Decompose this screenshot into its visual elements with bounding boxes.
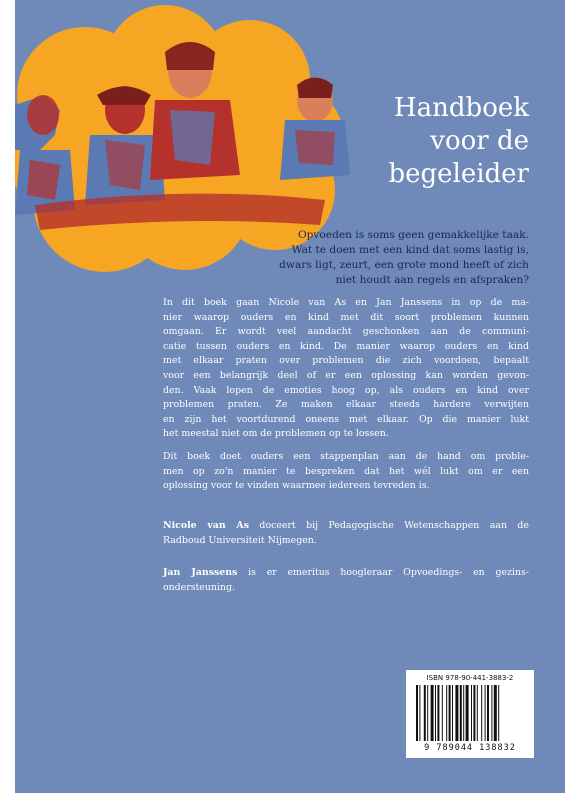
barcode-bar	[460, 685, 462, 741]
title-line: voor de	[430, 126, 529, 156]
barcode-bar	[481, 685, 482, 741]
barcode-bar	[437, 685, 439, 741]
author-bio-2	[163, 566, 529, 595]
paragraph-line: In dit boek gaan Nicole van As en Jan Janssens in op de ma-	[163, 297, 529, 308]
title-line: Handboek	[393, 93, 529, 123]
book-title	[269, 92, 529, 191]
barcode-bar	[449, 685, 451, 741]
barcode-bar	[435, 685, 436, 741]
author-bio-1	[163, 519, 529, 548]
barcode-bar	[471, 685, 472, 741]
isbn-digits: 9 789044 138832	[424, 743, 516, 753]
paragraph-line: oplossing voor te vinden waarmee iedereen tevreden is.	[163, 480, 430, 492]
author-name: Jan Janssens	[163, 567, 238, 578]
intro-line: Opvoeden is soms geen gemakkelijke taak.	[297, 229, 529, 241]
barcode-bar	[416, 685, 418, 741]
author-name: Nicole van As	[163, 520, 249, 531]
paragraph-line: het meestal niet om de problemen op te lossen.	[163, 428, 389, 440]
intro-line: dwars ligt, zeurt, een grote mond heeft of zich	[279, 259, 529, 271]
barcode-bar	[419, 685, 420, 741]
barcode-bar	[494, 685, 497, 741]
bio-line: ondersteuning.	[163, 581, 235, 593]
back-cover	[15, 0, 565, 793]
barcode-bar	[455, 685, 458, 741]
paragraph-line: met elkaar praten over problemen die zich voordoen, bepaalt	[163, 355, 529, 367]
intro-line: Wat te doen met een kind dat soms lastig is,	[291, 244, 529, 256]
barcode-bar	[463, 685, 464, 741]
paragraph-line: problemen praten. Ze maken elkaar steeds hardere verwijten	[163, 399, 529, 411]
paragraph-line: nier waarop ouders en kind met dit soort problemen kunnen	[163, 311, 529, 323]
bio-text: doceert bij Pedagogische Wetenschappen aan de	[248, 520, 529, 531]
barcode-bar	[446, 685, 447, 741]
paragraph-line: catie tussen ouders en kind. De manier waarop ouders en kind	[163, 340, 529, 352]
paragraph-line: omgaan. Er wordt veel aandacht geschonken aan de communi-	[163, 326, 529, 338]
barcode-bar	[498, 685, 499, 741]
barcode-bar	[427, 685, 428, 741]
paragraph-line: den. Vaak lopen de emoties hoog op, als ouders en kind over	[163, 384, 529, 396]
isbn-barcode	[406, 670, 534, 758]
barcode-bar	[491, 685, 492, 741]
description-paragraph-2	[163, 450, 529, 494]
barcode-bar	[431, 685, 434, 741]
barcode-bar	[487, 685, 489, 741]
paragraph-line: en zijn het voortdurend oneens met elkaar. Op die manier lukt	[163, 413, 529, 425]
title-line: begeleider	[388, 159, 529, 189]
bio-text: is er emeritus hoogleraar Opvoedings- en gezins-	[237, 567, 529, 578]
bio-line: Radboud Universiteit Nijmegen.	[163, 534, 317, 546]
paragraph-line: voor een belangrijk deel of er een oplossing kan worden gevon-	[163, 369, 529, 381]
bio-line	[163, 566, 529, 581]
intro-line: niet houdt aan regels en afspraken?	[335, 274, 529, 286]
barcode-bar	[442, 685, 443, 741]
barcode-bar	[452, 685, 453, 741]
barcode-bar	[485, 685, 486, 741]
intro-text	[269, 228, 529, 288]
barcode-bar	[466, 685, 469, 741]
barcode-bar	[477, 685, 478, 741]
barcode-bar	[424, 685, 426, 741]
paragraph-line: Dit boek doet ouders een stappenplan aan de hand om proble-	[163, 451, 529, 462]
bio-line	[163, 519, 529, 534]
description-paragraph-1	[163, 296, 529, 442]
isbn-label: ISBN 978-90-441-3883-2	[426, 674, 514, 682]
paragraph-line: men op zo'n manier te bespreken dat het wél lukt om er een	[163, 465, 529, 477]
barcode-bar	[473, 685, 475, 741]
